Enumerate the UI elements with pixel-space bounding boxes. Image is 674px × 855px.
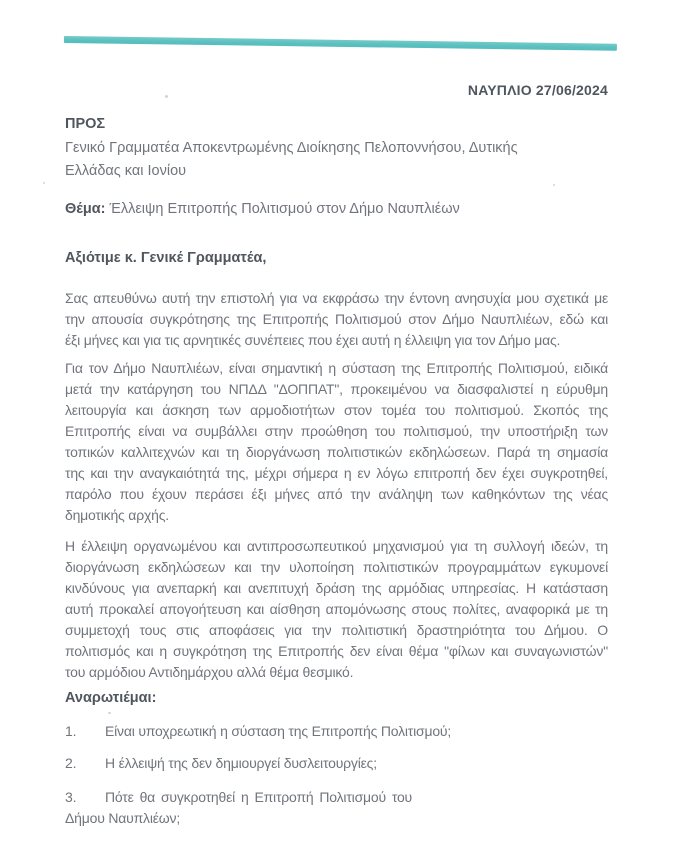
text-line: της και την αναγκαιότητά της, μέχρι σήμερα η εν λόγω επιτροπή δεν έχει συγκροτηθεί,	[65, 465, 608, 481]
text-line: συμμετοχή τους στις αποφάσεις για την πολιτιστική δραστηριότητα του Δήμου. Ο	[65, 622, 608, 638]
text-line: την απουσία συγκρότησης της Επιτροπής Πολιτισμού στον Δήμο Ναυπλιέων, εδώ και	[65, 311, 608, 327]
body-paragraph-1	[65, 288, 608, 351]
subject-text: Έλλειψη Επιτροπής Πολιτισμού στον Δήμο Ναυπλιέων	[109, 201, 460, 217]
scan-speck	[165, 95, 168, 98]
text-line: κινδύνους για ανεπαρκή και ανεπιτυχή δράση της αρμόδιας υπηρεσίας. Η κατάσταση	[65, 580, 608, 596]
question-number: 1.	[65, 723, 77, 739]
scan-speck	[553, 184, 555, 186]
question-text: Πότε θα συγκροτηθεί η Επιτροπή Πολιτισμού του Δήμου Ναυπλιέων;	[65, 789, 412, 826]
date-line: ΝΑΥΠΛΙΟ 27/06/2024	[467, 82, 608, 98]
recipient-address	[65, 137, 608, 182]
body-paragraph-3	[65, 536, 608, 683]
subject-line	[65, 200, 608, 218]
text-line: έξι μήνες και για τις αρνητικές συνέπειες που έχει αυτή η έλλειψη για τον Δήμο μας.	[65, 332, 561, 348]
scan-speck	[108, 712, 111, 714]
question-item-1	[65, 723, 608, 740]
question-number: 3.	[65, 789, 77, 805]
text-line: τοπικών καλλιτεχνών και τη διοργάνωση πολιτιστικών εκδηλώσεων. Παρά τη σημασία	[65, 444, 608, 460]
text-line: του αρμόδιου Αντιδημάρχου αλλά θέμα θεσμικό.	[65, 664, 354, 680]
text-line: Για τον Δήμο Ναυπλιέων, είναι σημαντική η σύσταση της Επιτροπής Πολιτισμού, ειδικά	[65, 360, 608, 376]
text-line: Η έλλειψη οργανωμένου και αντιπροσωπευτικού μηχανισμού για τη συλλογή ιδεών, τη	[65, 538, 608, 554]
question-text: Είναι υποχρεωτική η σύσταση της Επιτροπής Πολιτισμού;	[105, 723, 452, 739]
text-line: λειτουργία και άσκηση των αρμοδιοτήτων στον τομέα του πολιτισμού. Σκοπός της	[65, 402, 608, 418]
question-number: 2.	[65, 755, 77, 771]
text-line: Ελλάδας και Ιονίου	[65, 162, 187, 179]
body-paragraph-2	[65, 358, 608, 526]
recipient-label: ΠΡΟΣ	[65, 116, 106, 132]
text-line: δημοτικής αρχής.	[65, 507, 169, 523]
question-item-3	[65, 787, 412, 829]
text-line: παρόλο που έχουν περάσει έξι μήνες από την ανάληψη των καθηκόντων της νέας	[65, 486, 608, 502]
scan-speck	[43, 182, 45, 184]
salutation: Αξιότιμε κ. Γενικέ Γραμματέα,	[65, 250, 267, 266]
question-item-2	[65, 755, 608, 772]
text-line: Σας απευθύνω αυτή την επιστολή για να εκφράσω την έντονη ανησυχία μου σχετικά με	[65, 290, 608, 306]
text-line: αυτή προκαλεί απογοήτευση και αίσθηση απομόνωσης στους πολίτες, αναφορικά με τη	[65, 601, 608, 617]
text-line: πολιτισμός και η συγκρότηση της Επιτροπής δεν είναι θέμα "φίλων και συναγωνιστών"	[65, 643, 608, 659]
text-line: Γενικό Γραμματέα Αποκεντρωμένης Διοίκησης Πελοποννήσου, Δυτικής	[65, 140, 518, 156]
text-line: Επιτροπής είναι να συμβάλλει στην προώθηση του πολιτισμού, την υποστήριξη των	[65, 423, 608, 439]
text-line: διοργάνωση εκδηλώσεων και την υλοποίηση πολιτιστικών προγραμμάτων εγκυμονεί	[65, 559, 608, 575]
subject-label: Θέμα:	[65, 201, 106, 217]
questions-intro: Αναρωτιέμαι:	[65, 690, 157, 706]
question-text: Η έλλειψή της δεν δημιουργεί δυσλειτουργίες;	[105, 755, 377, 771]
text-line: μετά την κατάργηση του ΝΠΔΔ "ΔΟΠΠΑΤ", προκειμένου να διασφαλιστεί η εύρυθμη	[65, 381, 608, 397]
